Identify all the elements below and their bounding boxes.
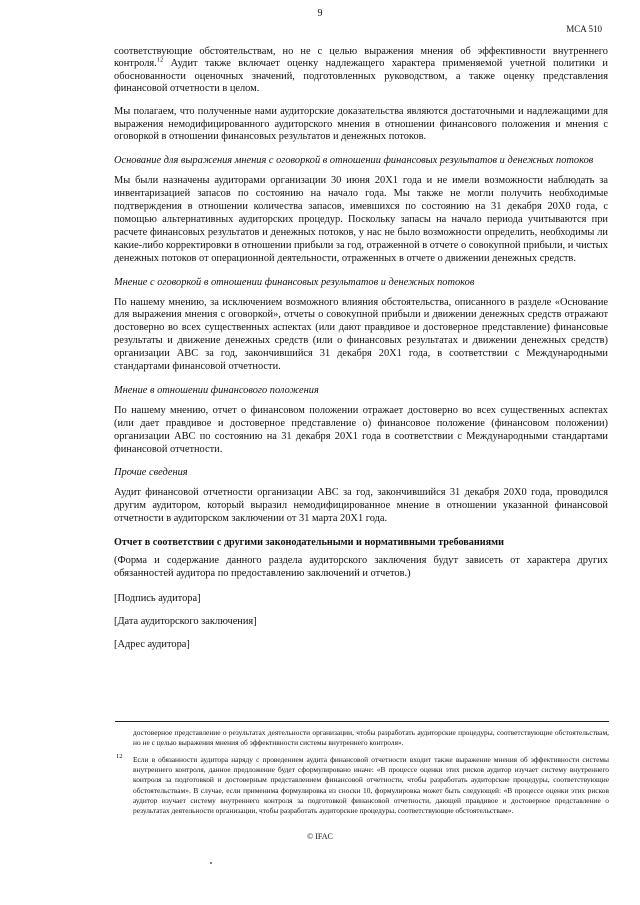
footnote-ref-12: 12 — [156, 56, 164, 64]
paragraph-2: Мы полагаем, что полученные нами аудиторские доказательства являются достаточными и надлежащими для выражения немодифицированного аудиторского мнения в отношении финансового положения и мнения с оговоркой в отношении финансовых результатов и денежных потоков. — [114, 105, 608, 143]
paragraph-1-rest: Аудит также включает оценку надлежащего характера применяемой учетной политики и обоснованности оценочных значений, подготовленных руководством, а также оценку представления финансовой отчетности в целом. — [114, 58, 608, 95]
scan-speck — [210, 862, 212, 864]
heading-other-requirements: Отчет в соответствии с другими законодательными и нормативными требованиями — [114, 537, 504, 549]
copyright-ifac: © IFAC — [307, 832, 333, 841]
report-date-placeholder: [Дата аудиторского заключения] — [114, 615, 257, 627]
paragraph-5: По нашему мнению, отчет о финансовом положении отражает достоверно во всех существенных аспектах (или дает правдивое и достоверное представление о) финансовое положение (финансовом положении) организации АВС по состоянию на 31 декабря 20X1 года в соответствии с Международными стандартами финансовой отчетности. — [114, 404, 608, 455]
paragraph-6: Аудит финансовой отчетности организации АВС за год, закончившийся 31 декабря 20X0 года, проводился другим аудитором, который выразил немодифицированное мнение в отношении указанной финансовой отчетности в аудиторском заключении от 31 марта 20X1 года. — [114, 487, 608, 525]
footnote-12: Если в обязанности аудитора наряду с проведением аудита финансовой отчетности входит также выражение мнения об эффективности системы внутреннего контроля, данное предложение будет сформулировано иначе: «В процессе оценки этих рисков аудитор изучает систему внутреннего контроля за подготовкой и достоверным представлением финансовой отчетности, чтобы разработать аудиторские процедуры, соответствующие обстоятельствам». В случае, если применима формулировка из сноски 10, формулировка может быть следующей: «В процессе оценки этих рисков аудитор изучает систему внутреннего контроля за подготовкой финансовой отчетности, дающей правдивое и достоверное представление о результатах деятельности организации, чтобы разработать аудиторские процедуры, соответствующие обстоятельствам». — [133, 755, 609, 816]
paragraph-7: (Форма и содержание данного раздела аудиторского заключения будут зависеть от характера других обязанностей аудитора по предоставлению заключений и отчетов.) — [114, 555, 608, 579]
heading-qualified-basis: Основание для выражения мнения с оговоркой в отношении финансовых результатов и денежных потоков — [114, 155, 594, 167]
document-code: MCA 510 — [566, 24, 602, 34]
heading-financial-position: Мнение в отношении финансового положения — [114, 384, 319, 396]
auditor-address-placeholder: [Адрес аудитора] — [114, 638, 190, 650]
paragraph-3: Мы были назначены аудиторами организации 30 июня 20X1 года и не имели возможности наблюдать за инвентаризацией запасов по состоянию на начало года. Мы также не могли получить необходимые подтверждения в отношении количества запасов, имевшихся по состоянию на 31 декабря 20X0 года, с помощью альтернативных аудиторских процедур. Поскольку запасы на начало периода учитываются при расчете финансовых результатов и денежных потоков, у нас не было возможности определить, необходимы ли какие-либо корректировки в отношении прибыли за год, отраженной в отчете о совокупной прибыли, и чистых денежных потоков от операционной деятельности, отраженных в отчете о движении денежных средств. — [114, 175, 608, 264]
footnote-12-number: 12 — [116, 753, 123, 760]
footnote-divider — [115, 721, 609, 722]
page-number: 9 — [317, 8, 323, 19]
main-content — [114, 46, 608, 650]
paragraph-4: По нашему мнению, за исключением возможного влияния обстоятельства, описанного в разделе «Основание для выражения мнения с оговоркой», отчеты о совокупной прибыли и движении денежных средств отражают достоверно во всех существенных аспектах (или дают правдивое и достоверное представление) финансовые результаты и движение денежных средств (или о финансовых результатах и движении денежных средств) организации АВС за год, закончившийся 31 декабря 20X1 года, в соответствии с Международными стандартами финансовой отчетности. — [114, 296, 608, 373]
heading-qualified-opinion: Мнение с оговоркой в отношении финансовых результатов и денежных потоков — [114, 276, 475, 288]
paragraph-1-text: соответствующие обстоятельствам, но не с целью выражения мнения об эффективности внутреннего контроля. — [114, 46, 608, 70]
auditor-signature-placeholder: [Подпись аудитора] — [114, 592, 201, 604]
footnote-continuation: достоверное представление о результатах деятельности организации, чтобы разработать аудиторские процедуры, соответствующие обстоятельствам, но не с целью выражения мнения об эффективности системы внутреннего контроля». — [133, 728, 609, 748]
paragraph-1 — [114, 46, 608, 96]
heading-other-matter: Прочие сведения — [114, 467, 188, 479]
